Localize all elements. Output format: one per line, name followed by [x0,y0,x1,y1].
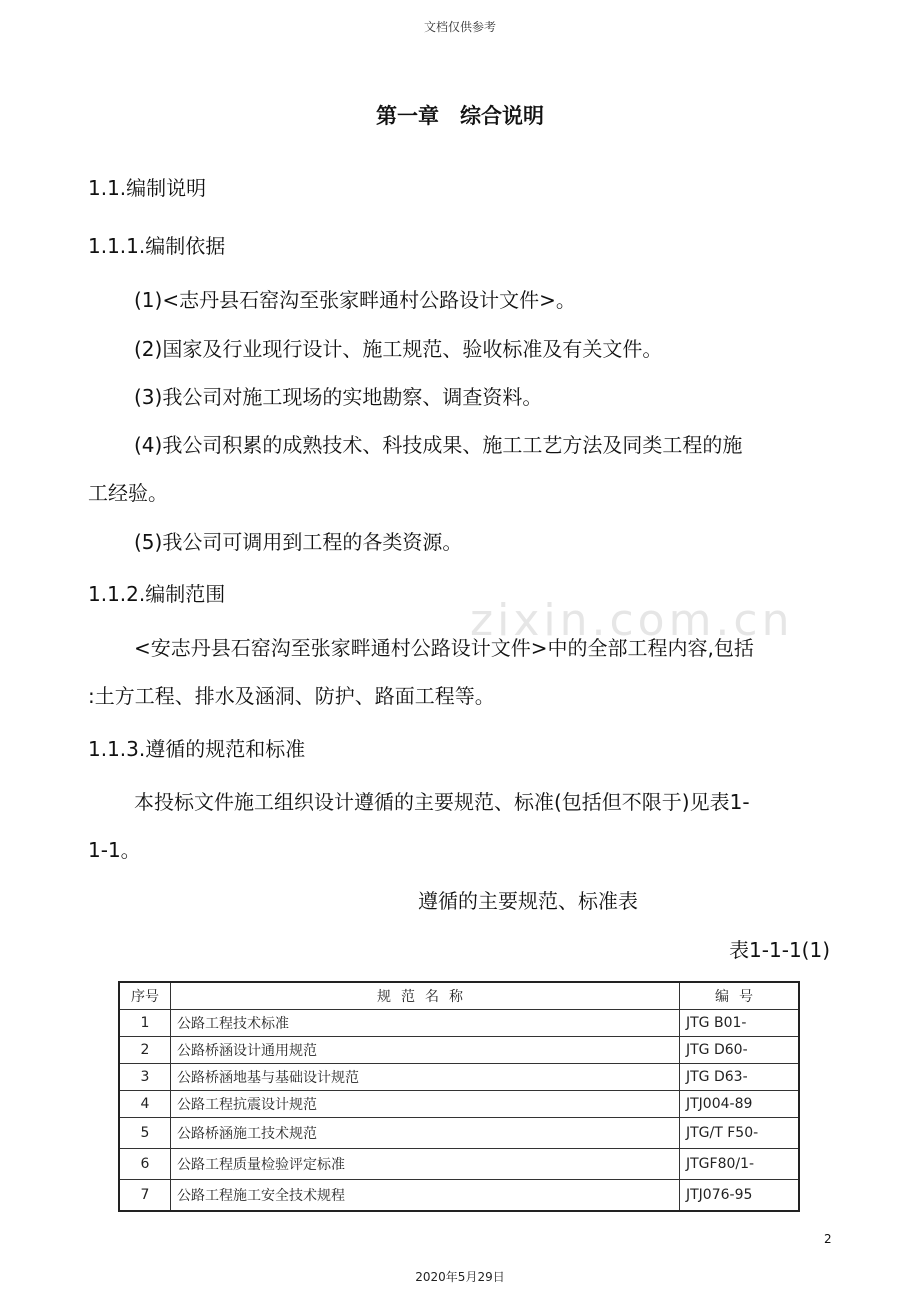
section-heading-1-1: 1.1.编制说明 [88,176,207,200]
basis-item-4-continued: 工经验。 [88,481,168,505]
row-no: 4 [119,1091,171,1118]
section-heading-1-1-2: 1.1.2.编制范围 [88,582,226,606]
table-row [119,1180,799,1212]
row-no: 6 [119,1149,171,1180]
row-code: JTG B01- [680,1010,800,1037]
row-name: 公路桥涵设计通用规范 [171,1037,680,1064]
chapter-title: 第一章 综合说明 [376,104,544,128]
page-header: 文档仅供参考 [423,20,496,34]
row-code: JTG/T F50- [680,1118,800,1149]
header-code: 编号 [680,982,800,1010]
row-no: 7 [119,1180,171,1212]
row-no: 2 [119,1037,171,1064]
basis-item-5: (5)我公司可调用到工程的各类资源。 [134,530,463,554]
standards-table [118,981,800,1212]
row-no: 3 [119,1064,171,1091]
table-row [119,1091,799,1118]
basis-item-1: (1)<志丹县石窑沟至张家畔通村公路设计文件>。 [134,288,576,312]
section-heading-1-1-1: 1.1.1.编制依据 [88,234,226,258]
row-code: JTG D60- [680,1037,800,1064]
table-row [119,1037,799,1064]
row-name: 公路工程施工安全技术规程 [171,1180,680,1212]
table-number: 表1-1-1(1) [729,938,830,962]
row-name: 公路工程抗震设计规范 [171,1091,680,1118]
row-code: JTJ076-95 [680,1180,800,1212]
basis-item-2: (2)国家及行业现行设计、施工规范、验收标准及有关文件。 [134,337,663,361]
header-no: 序号 [119,982,171,1010]
standards-paragraph-line-1: 本投标文件施工组织设计遵循的主要规范、标准(包括但不限于)见表1- [134,790,750,814]
scope-paragraph-line-1: <安志丹县石窑沟至张家畔通村公路设计文件>中的全部工程内容,包括 [134,636,754,660]
row-code: JTG D63- [680,1064,800,1091]
row-code: JTJ004-89 [680,1091,800,1118]
page-number: 2 [824,1232,832,1246]
section-heading-1-1-3: 1.1.3.遵循的规范和标准 [88,737,306,761]
page-footer-date: 2020年5月29日 [415,1270,505,1284]
row-name: 公路桥涵地基与基础设计规范 [171,1064,680,1091]
row-name: 公路工程质量检验评定标准 [171,1149,680,1180]
row-code: JTGF80/1- [680,1149,800,1180]
table-row [119,1010,799,1037]
row-name: 公路桥涵施工技术规范 [171,1118,680,1149]
row-name: 公路工程技术标准 [171,1010,680,1037]
row-no: 1 [119,1010,171,1037]
basis-item-4: (4)我公司积累的成熟技术、科技成果、施工工艺方法及同类工程的施 [134,433,743,457]
row-no: 5 [119,1118,171,1149]
table-row [119,1064,799,1091]
scope-paragraph-line-2: :土方工程、排水及涵洞、防护、路面工程等。 [88,684,495,708]
watermark: zixin.com.cn [470,595,794,646]
standards-paragraph-line-2: 1-1。 [88,838,141,862]
table-row [119,1149,799,1180]
table-row [119,1118,799,1149]
basis-item-3: (3)我公司对施工现场的实地勘察、调查资料。 [134,385,543,409]
table-header-row [119,982,799,1010]
header-name: 规范名称 [171,982,680,1010]
table-title: 遵循的主要规范、标准表 [418,889,638,913]
